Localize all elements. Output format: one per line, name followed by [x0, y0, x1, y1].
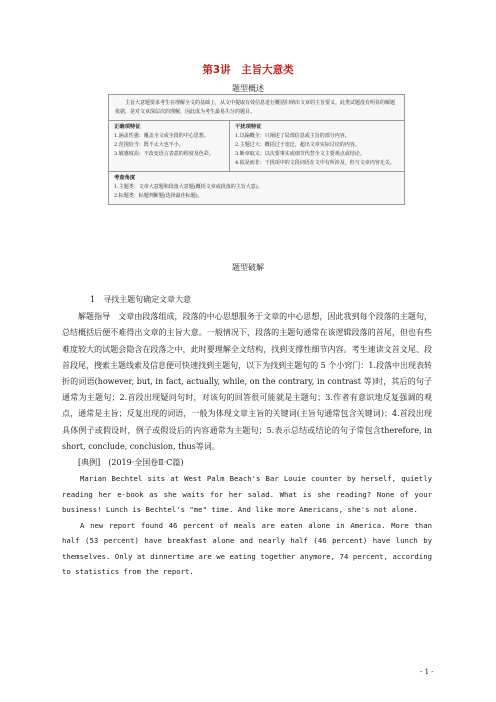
correct-feature-item: 1.涵盖性强：覆盖全文或全段的中心思想。	[114, 132, 209, 139]
correct-features	[109, 121, 230, 171]
example-label: [典例] (2019·全国卷Ⅱ·C篇)	[78, 458, 184, 468]
distractor-features	[230, 121, 404, 171]
distractor-features-title: 干扰项特征	[235, 123, 262, 130]
section-overview-title: 题型概述	[232, 84, 264, 93]
english-paragraph: Marian Bechtel sits at West Palm Beach's Bar Louie counter by herself, quietly reading her e-book as she waits for her salad. What is she reading? None of your business! Lunch is Bechtel's "me" time. And like more Americans, she's not alone.	[62, 474, 432, 515]
correct-feature-item: 2.范围恰当：既不太大也不小。	[114, 141, 184, 148]
feature-columns	[109, 120, 404, 171]
exam-angle-item: 2.标题类：标题判断题(选择最佳标题)。	[114, 192, 203, 199]
distractor-feature-item: 2.主题过大：概括过于宽泛，超出文章实际讨论的内容。	[235, 141, 360, 148]
correct-feature-item: 3.敏感度高：不改变语言表意的程度及色彩。	[114, 150, 214, 157]
main-body	[62, 292, 432, 580]
distractor-feature-item: 1.以偏概全：只阐述了局部信息或主旨的部分内容。	[235, 132, 350, 139]
exam-angle-item: 1.主题类：文章大意题和段落大意题(概括文章或段落的主旨大意)。	[114, 183, 263, 190]
method-heading: 1 寻找主题句确定文章大意	[90, 295, 192, 304]
distractor-feature-item: 4.似是而非：干扰项中的文段词语在文中有所涉及，但与文章内容无关。	[235, 159, 395, 166]
lesson-title: 第3讲 主旨大意类	[202, 64, 294, 76]
page-number: - 1 -	[420, 668, 434, 676]
exam-angles	[109, 171, 404, 204]
exam-angles-title: 考查角度	[114, 174, 136, 181]
guidance-paragraph: 解题指导 文章由段落组成，段落的中心思想服务于文章的中心思想，因此我到每个段落的主题句，总结概括后便不难得出文章的主旨大意。一般情况下，段落的主题句通常在该逻辑段落的首尾，但也有些难度较大的试题会隐含在段落之中，此时要理解全文结构，找到支撑性细节内容。考生速读文首文尾、段首段尾，搜索主题线索及信息便可快速找到主题句，以下为找到主题句的 5 个小窍门：1.段落中出现表转折的词语(however, but, in fact, actually, while, on the contrary, in contrast 等)时，其后的句子通常为主题句；2.首段出现疑问句时，对该句的回答很可能就是主题句；3.作者有意识地反复强调的观点，通常是主旨；反复出现的词语，一般为体现文章主旨的关键词(主旨句通常包含关键词)；4.首段出现具体例子或假设时，例子或假设后的内容通常为主题句；5.表示总结或结论的句子常包含therefore, in short, conclude, conclusion, thus等词。	[62, 312, 432, 451]
english-paragraph: A new report found 46 percent of meals are eaten alone in America. More than half (53 percent) have breakfast alone and nearly half (46 percent) have lunch by themselves. Only at dinnertime are we eating together anymore, 74 percent, according to statistics from the report.	[62, 520, 432, 577]
distractor-feature-item: 3.断章取义：以次要事实或细节代替全文主要观点或结论。	[235, 150, 365, 157]
overview-box	[108, 94, 405, 205]
section-breakdown-title: 题型破解	[232, 263, 264, 272]
overview-intro: 主旨大意题要求考生在理解全文的基础上，从文中提取有效信息进行概括归纳出文章的主旨要义。此类试题没有明显的解题依据，是对文章深层次的理解，因此成为考生最易失分的题目。	[115, 100, 396, 115]
correct-features-title: 正确项特征	[114, 123, 141, 130]
